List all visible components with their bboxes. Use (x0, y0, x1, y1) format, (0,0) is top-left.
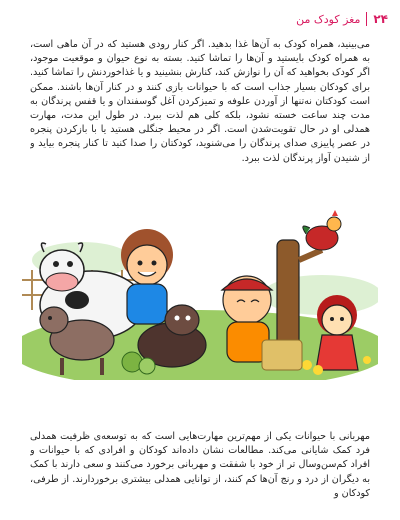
page-number: ۲۴ (373, 12, 388, 26)
book-title: مغز کودک من (296, 12, 361, 26)
hay-bale (262, 340, 302, 370)
header-divider (366, 12, 367, 26)
curly-haired-boy (121, 229, 173, 324)
page-header (296, 10, 388, 28)
bottom-paragraph: مهربانی با حیوانات یکی از مهم‌ترین مهارت‌هایی است که به توسعه‌ی ظرفیت همدلی فرد کمک شایانی می‌کند. مطالعات نشان داده‌اند کودکان و افرادی که با حیوانات و افراد کم‌سن‌وسال تر از خود با شفقت و مهربانی برخورد می‌کنند و سعی دارند با کمک به دیگران از درد و رنج آن‌ها کم کنند، از توانایی همدلی بیشتری برخوردارند. از طرفی، کودکان و (30, 431, 370, 499)
farm-animals-illustration (22, 200, 378, 380)
top-paragraph: می‌بینید، همراه کودک به آن‌ها غذا بدهید. اگر کنار رودی هستید که در آن ماهی است، به همراه کودک بایستید و آن‌ها را تماشا کنید. بسته به نوع حیوان و موقعیت موجود، اگر کودک بخواهید که آن را نوازش کند، کنارش بنشینید و یا غذاخوردنش را تماشا کنید. برای کودکان بسیار جذاب است که با حیوانات بازی کنند و در کنار آن‌ها باشند. ممکن است کودکتان نه‌تنها از آوردن علوفه و تمیزکردن آغل گوسفندان و یا قفس پرندگان به مدت چند ساعت خسته نشود، بلکه کلی هم لذت ببرد. در طول این مدت، مهارت همدلی او در حال تقویت‌شدن است. اگر در محیط جنگلی هستید یا با بازکردن پنجره در عصر پاییزی صدای پرندگان را می‌شنوید، کودکتان را صدا کنید تا کنار پنجره بیاید و از شنیدن آواز پرندگان لذت ببرد. (30, 39, 370, 164)
rooster (303, 210, 341, 250)
